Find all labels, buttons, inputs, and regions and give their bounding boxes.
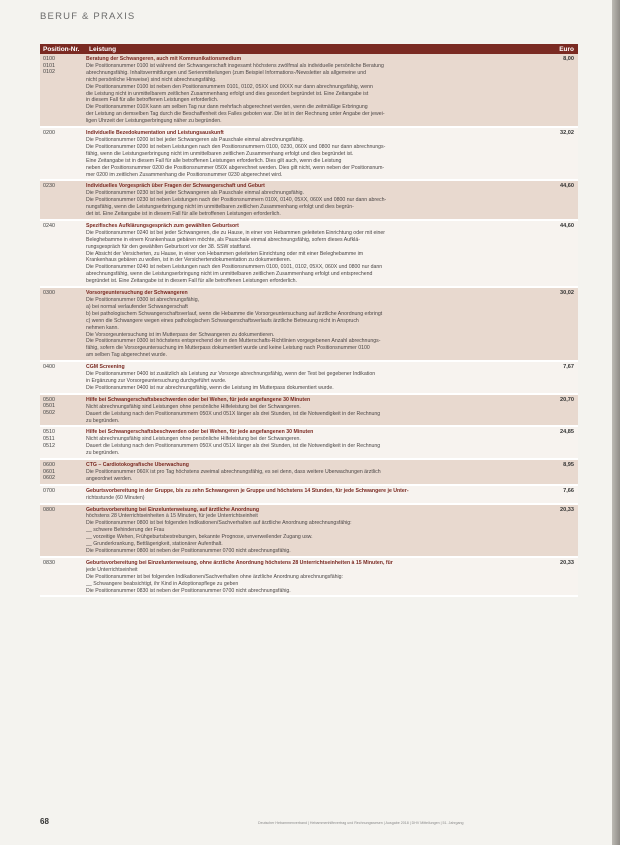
description-line: Die Positionsnummer 0400 ist zusätzlich als Leistung zur Vorsorge abrechnungsfähig, wenn der Test bei gegebener Indikation xyxy=(86,371,376,378)
position-numbers xyxy=(40,558,84,596)
description-line: die Leistung nicht in unmittelbarem zeitlichen Zusammenhang erfolgt und dies gesondert begründet ist. Eine Zeitangabe ist xyxy=(86,90,369,97)
header-position: Position-Nr. xyxy=(43,45,80,53)
description-line: Die Positionsnummer 0300 ist abrechnungsfähig, xyxy=(86,297,200,303)
page-gutter xyxy=(612,0,620,845)
service-title: Individuelle Bezedokumentation und Leistungsauskunft xyxy=(86,130,224,137)
service-description xyxy=(84,558,548,596)
description-line: Die Absicht der Versicherten, zu Hause, in einer von Hebammen geleiteten Einrichtung oder mit einer Beleghebamme im xyxy=(86,250,364,257)
description-line: Dauert die Leistung nach den Positionsnummern 050X und 051X länger als drei Stunden, ist die Notwendigkeit in der Rechnung xyxy=(86,410,381,417)
price-euro: 20,70 xyxy=(560,396,574,403)
service-title: Vorsorgeuntersuchung der Schwangeren xyxy=(86,290,188,297)
description-line: Die Positionsnummer 0240 ist bei jeder Schwangeren, die zu Hause, in einer von Hebammen geleiteten Einrichtung oder mit einer xyxy=(86,229,386,236)
table-body xyxy=(40,54,578,597)
price-euro: 24,85 xyxy=(560,429,574,436)
description-line: zu begründen. xyxy=(86,450,120,457)
table-row xyxy=(40,181,578,221)
description-line: Nicht abrechnungsfähig sind Leistungen ohne persönliche Hilfeleistung bei der Schwangeren. xyxy=(86,436,301,443)
description-line: Die Positionsnummer 0230 ist bei jeder Schwangeren als Pauschale einmal abrechnungsfähig. xyxy=(86,190,305,197)
position-number: 0300 xyxy=(43,290,55,297)
description-line: __ schwere Behinderung der Frau xyxy=(86,527,165,534)
description-line: Nicht abrechnungsfähig sind Leistungen ohne persönliche Hilfeleistung bei der Schwangeren. xyxy=(86,403,301,410)
table-row xyxy=(40,362,578,395)
description-line: in Ergänzung zur Vorsorgeuntersuchung durchgeführt wurde. xyxy=(86,377,227,384)
position-number: 0101 xyxy=(43,62,55,69)
description-line: jede Unterrichtseinheit xyxy=(86,566,138,573)
description-line: Die Positionsnummer 0200 ist bei jeder Schwangeren als Pauschale einmal abrechnungsfähig. xyxy=(86,136,305,143)
table-row xyxy=(40,54,578,128)
position-number: 0602 xyxy=(43,475,55,482)
description-line: am selben Tag abgerechnet wurde. xyxy=(86,352,167,359)
price-euro: 44,60 xyxy=(560,183,574,190)
service-title: Spezifisches Aufklärungsgespräch zum gewählten Geburtsort xyxy=(86,222,239,229)
position-numbers xyxy=(40,460,84,484)
position-number: 0200 xyxy=(43,130,55,137)
price-euro: 20,33 xyxy=(560,559,574,566)
description-line: Die Positionsnummer 0800 ist bei folgenden Indikationen/Sachverhalten auf ärztliche Anordnung abrechnungsfähig: xyxy=(86,520,352,527)
description-line: __ Grunderkrankung, Bettlägerigkeit, stationärer Aufenthalt. xyxy=(86,541,223,548)
price-euro: 20,33 xyxy=(560,506,574,513)
table-row xyxy=(40,460,578,486)
service-title: CTG – Cardiotokografische Überwachung xyxy=(86,462,189,469)
service-title: Hilfe bei Schwangerschaftsbeschwerden oder bei Wehen, für jede angefangene 30 Minuten xyxy=(86,396,311,403)
price-euro: 7,66 xyxy=(563,487,574,494)
description-line: b) bei pathologischem Schwangerschaftsverlauf, wenn die Hebamme die Vorsorgeuntersuchung auf ärztliche Anordnung erbringt xyxy=(86,310,383,317)
header-euro: Euro xyxy=(559,45,574,53)
position-number: 0502 xyxy=(43,409,55,416)
description-line: det ist. Eine Zeitangabe ist in diesem Fall für alle betroffenen Leistungen erforderlich. xyxy=(86,211,281,218)
position-number: 0230 xyxy=(43,183,55,190)
description-line: Die Vorsorgeuntersuchung ist im Mutterpass der Schwangeren zu dokumentieren. xyxy=(86,331,275,338)
position-number: 0830 xyxy=(43,559,55,566)
service-description xyxy=(84,54,548,126)
position-number: 0500 xyxy=(43,396,55,403)
description-line: Die Positionsnummer 0200 ist neben Leistungen nach den Positionsnummern 0100, 0230, 060X und 0800 nur dann abrechnungs- xyxy=(86,143,386,150)
position-numbers xyxy=(40,427,84,458)
position-numbers xyxy=(40,362,84,393)
description-line: Eine Zeitangabe ist in diesem Fall für alle betroffenen Leistungen erforderlich. Dies gilt auch, wenn die Leistung xyxy=(86,157,342,164)
position-numbers xyxy=(40,288,84,360)
description-line: abrechnungsfähig. Inhaltsvermittlungen und Serienmitteilungen (zum Beispiel Informations-/Newsletter als allgemeine und xyxy=(86,69,366,76)
position-numbers xyxy=(40,181,84,219)
footer-note: Deutscher Hebammenverband | Hebammenhilfevertrag und Rechnungswesen | Ausgabe 2018 | DHV Mitteilungen | 51. Jahrgang xyxy=(258,821,464,825)
service-description xyxy=(84,460,548,484)
description-line: Die Positionsnummer 0100 ist während der Schwangerschaft insgesamt höchstens zwölfmal als individuelle persönliche Beratung xyxy=(86,62,384,69)
description-line: rungsgespräch für den gewählten Geburtsort vor der 38. SSW stattfand. xyxy=(86,243,252,250)
description-line: mer 0200 im zeitlichen Zusammenhang die Positionsnummer 0230 abgerechnet wird. xyxy=(86,171,283,178)
description-line: ligen Uhrzeit der Leistungserbringung näher zu begründen. xyxy=(86,118,222,125)
service-title: Hilfe bei Schwangerschaftsbeschwerden oder bei Wehen, für jede angefangenen 30 Minuten xyxy=(86,429,314,436)
position-number: 0511 xyxy=(43,436,55,442)
description-line: c) wenn die Schwangere wegen eines pathologischen Schwangerschaftsverlaufs ärztliche Betreuung nicht in Anspruch xyxy=(86,317,359,324)
position-number: 0100 xyxy=(43,56,55,62)
description-line: nehmen kann. xyxy=(86,324,119,331)
service-description xyxy=(84,505,548,556)
description-line: Krankenhaus gebären zu wollen, ist in der Versichertendokumentation zu dokumentieren. xyxy=(86,257,292,264)
service-description xyxy=(84,362,548,393)
description-line: Die Positionsnummer 0100 ist neben den Positionsnummern 0101, 0102, 05XX und 0XXX nur dann abrechnungsfähig, wenn xyxy=(86,83,373,90)
service-title: Individuelles Vorgespräch über Fragen der Schwangerschaft und Geburt xyxy=(86,183,265,190)
service-title: CGM Screening xyxy=(86,364,125,371)
service-description xyxy=(84,395,548,426)
table-header xyxy=(40,44,578,54)
table-row xyxy=(40,395,578,428)
description-line: zu begründen. xyxy=(86,417,120,424)
table-row xyxy=(40,288,578,362)
description-line: fähig, sofern die Vorsorgeuntersuchung im Mutterpass dokumentiert wurde und keine Leistung nach Positionsnummer 0100 xyxy=(86,345,370,352)
position-number: 0600 xyxy=(43,462,55,469)
description-line: a) bei normal verlaufender Schwangerschaft xyxy=(86,303,188,310)
service-title: Geburtsvorbereitung in der Gruppe, bis zu zehn Schwangeren je Gruppe und höchstens 14 Stunden, für jede Schwangere je Unter- xyxy=(86,487,409,494)
service-description xyxy=(84,486,548,503)
description-line: Die Positionsnummer 0400 ist nur abrechnungsfähig, wenn die Leistung im Mutterpass dokumentiert wurde. xyxy=(86,384,334,391)
position-number: 0501 xyxy=(43,403,55,410)
description-line: Beleghebamme in einem Krankenhaus gebären möchte, als Pauschale einmal abrechnungsfähig, sofern dieses Aufklä- xyxy=(86,236,360,243)
description-line: __ Schwangere beabsichtigt, ihr Kind in Adoptionspflege zu geben xyxy=(86,580,239,587)
position-number: 0102 xyxy=(43,69,55,76)
position-number: 0240 xyxy=(43,222,55,229)
description-line: nicht persönliche Hinweise) sind nicht abrechnungsfähig. xyxy=(86,76,217,83)
description-line: nungsfähig, wenn die Leistungserbringung nicht im unmittelbaren zeitlichen Zusammenhang erfolgt und dies begrün- xyxy=(86,204,354,211)
table-row xyxy=(40,505,578,558)
header-leistung: Leistung xyxy=(89,45,117,53)
position-numbers xyxy=(40,221,84,286)
price-euro: 44,60 xyxy=(560,222,574,229)
table-row xyxy=(40,427,578,460)
description-line: abrechnungsfähig, wenn die Leistungserbringung nicht im unmittelbaren zeitlichen Zusammenhang erfolgt und entsprechend xyxy=(86,271,373,278)
description-line: richtsstunde (60 Minuten) xyxy=(86,494,145,501)
table-row xyxy=(40,221,578,288)
price-euro: 8,00 xyxy=(563,56,574,62)
position-numbers xyxy=(40,486,84,503)
service-title: Geburtsvorbereitung bei Einzelunterweisung, auf ärztliche Anordnung xyxy=(86,506,260,513)
price-euro: 8,95 xyxy=(563,462,574,469)
description-line: __ vorzeitige Wehen, Frühgeburtsbestrebungen, bekannte Prognose, unverweilender Zugang usw. xyxy=(86,534,313,541)
description-line: Dauert die Leistung nach den Positionsnummern 050X und 051X länger als drei Stunden, ist die Notwendigkeit in der Rechnung xyxy=(86,443,381,450)
service-description xyxy=(84,181,548,219)
position-number: 0510 xyxy=(43,429,55,436)
description-line: Die Positionsnummer 060X ist pro Tag höchstens zweimal abrechnungsfähig, es sei denn, dass weitere Überwachungen ärztlich xyxy=(86,468,381,475)
description-line: Die Positionsnummer 0830 ist neben der Positionsnummer 0700 nicht abrechnungsfähig. xyxy=(86,587,291,594)
position-numbers xyxy=(40,128,84,179)
description-line: Die Positionsnummer ist bei folgenden Indikationen/Sachverhalten ohne ärztliche Anordnung abrechnungsfähig: xyxy=(86,573,343,580)
position-numbers xyxy=(40,395,84,426)
description-line: in diesem Fall für alle betroffenen Leistungen erforderlich. xyxy=(86,97,219,104)
position-number: 0800 xyxy=(43,506,55,513)
position-number: 0400 xyxy=(43,364,55,371)
description-line: Die Positionsnummer 0800 ist neben der Positionsnummer 0700 nicht abrechnungsfähig. xyxy=(86,548,291,554)
description-line: höchstens 28 Unterrichtseinheiten à 15 Minuten, für jede Unterrichtseinheit xyxy=(86,513,258,520)
price-euro: 7,67 xyxy=(563,364,574,371)
price-euro: 32,02 xyxy=(560,130,574,137)
description-line: fähig, wenn die Leistungserbringung nicht im unmittelbaren zeitlichen Zusammenhang erfolgt und dies begründet ist. xyxy=(86,150,354,157)
service-description xyxy=(84,427,548,458)
service-description xyxy=(84,288,548,360)
description-line: angeordnet werden. xyxy=(86,475,133,482)
price-euro: 30,02 xyxy=(560,290,574,297)
service-title: Geburtsvorbereitung bei Einzelunterweisung, ohne ärztliche Anordnung höchstens 28 Unterrichtseinheiten à 15 Minuten, für xyxy=(86,559,393,566)
position-number: 0601 xyxy=(43,468,55,475)
description-line: Die Positionsnummer 0240 ist neben Leistungen nach den Positionsnummern 0100, 0101, 0102, 05XX, 060X und 0800 nur dann xyxy=(86,264,383,271)
table-row xyxy=(40,558,578,598)
position-number: 0512 xyxy=(43,442,55,449)
description-line: neben der Positionsnummer 0200 die Positionsnummer 050X abgerechnet werden. Dies gilt nicht, wenn neben der Positionsnum- xyxy=(86,164,385,171)
position-number: 0700 xyxy=(43,487,55,494)
position-numbers xyxy=(40,54,84,126)
description-line: Die Positionsnummer 010X kann am selben Tag nur dann mehrfach abgerechnet werden, wenn die zeitmäßige Erbringung xyxy=(86,104,368,111)
service-title: Beratung der Schwangeren, auch mit Kommunikationsmedium xyxy=(86,56,242,62)
description-line: der Leistung an demselben Tag durch die Beschaffenheit des Falles geboten war. Die ist in der Rechnung unter Angabe der jewei- xyxy=(86,111,385,118)
description-line: Die Positionsnummer 0300 ist höchstens entsprechend der in den Mutterschafts-Richtlinien vorgegebenen Anzahl abrechnungs- xyxy=(86,338,381,345)
table-row xyxy=(40,486,578,505)
position-numbers xyxy=(40,505,84,556)
page-number: 68 xyxy=(40,817,49,826)
service-description xyxy=(84,221,548,286)
table-row xyxy=(40,128,578,181)
section-header: BERUF & PRAXIS xyxy=(40,11,136,22)
service-description xyxy=(84,128,548,179)
description-line: begründet ist. Eine Zeitangabe ist in diesem Fall für alle betroffenen Leistungen erforderlich. xyxy=(86,278,297,285)
fee-schedule-table xyxy=(40,44,578,597)
description-line: Die Positionsnummer 0230 ist neben Leistungen nach der Positionsnummern 010X, 0140, 05XX, 060X und 0800 nur dann abrech- xyxy=(86,197,387,204)
